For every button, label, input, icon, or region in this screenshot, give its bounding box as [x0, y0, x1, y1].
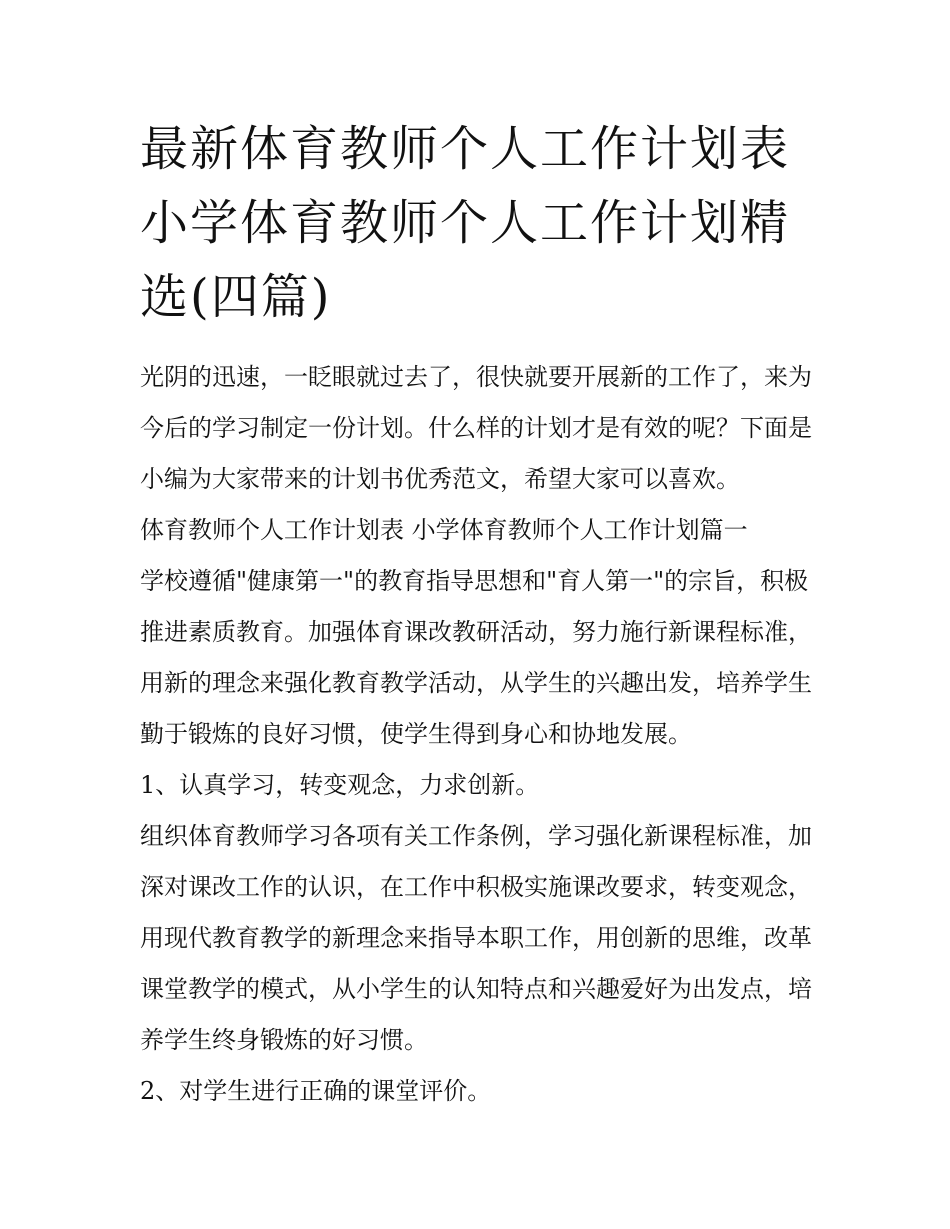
intro-paragraph: 光阴的迅速，一眨眼就过去了，很快就要开展新的工作了，来为今后的学习制定一份计划。什么样的计划才是有效的呢？下面是小编为大家带来的计划书优秀范文，希望大家可以喜欢。 [140, 363, 812, 493]
body-paragraph: 组织体育教师学习各项有关工作条例，学习强化新课程标准，加深对课改工作的认识，在工作中积极实施课改要求，转变观念，用现代教育教学的新理念来指导本职工作，用创新的思维，改革课堂教学的模式，从小学生的认知特点和兴趣爱好为出发点，培养学生终身锻炼的好习惯。 [140, 822, 812, 1054]
document-page [140, 112, 820, 1117]
document-body [140, 352, 820, 1117]
body-paragraph: 学校遵循"健康第一"的教育指导思想和"育人第一"的宗旨，积极推进素质教育。加强体育课改教研活动，努力施行新课程标准，用新的理念来强化教育教学活动，从学生的兴趣出发，培养学生勤于锻炼的良好习惯，使学生得到身心和协地发展。 [140, 567, 812, 748]
document-title: 最新体育教师个人工作计划表 小学体育教师个人工作计划精选(四篇) [140, 121, 791, 325]
section-heading: 体育教师个人工作计划表 小学体育教师个人工作计划篇一 [140, 516, 748, 544]
numbered-item-2: 2、对学生进行正确的课堂评价。 [140, 1077, 492, 1105]
numbered-item-1: 1、认真学习，转变观念，力求创新。 [140, 771, 540, 799]
